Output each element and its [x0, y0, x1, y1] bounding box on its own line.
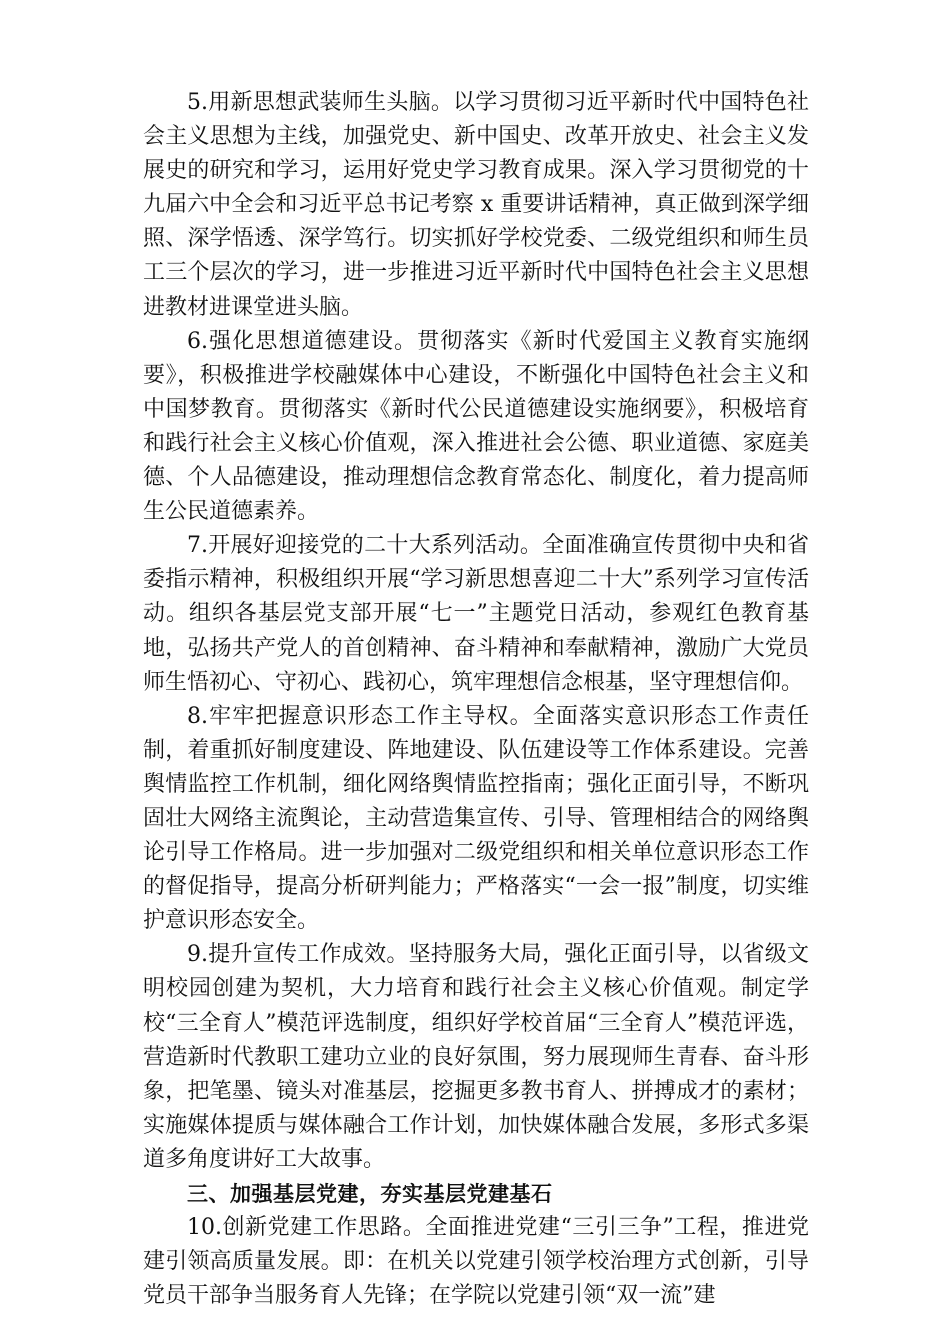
paragraph-10: 10.创新党建工作思路。全面推进党建“三引三争”工程，推进党建引领高质量发展。即：在机关以党建引领学校治理方式创新，引导党员干部争当服务育人先锋；在学院以党建引领“双一流”建: [143, 1215, 809, 1309]
section-heading-3: 三、加强基层党建，夯实基层党建基石: [187, 1182, 553, 1206]
paragraph-6: 6.强化思想道德建设。贯彻落实《新时代爱国主义教育实施纲要》，积极推进学校融媒体中心建设，不断强化中国特色社会主义和中国梦教育。贯彻落实《新时代公民道德建设实施纲要》，积极培育和践行社会主义核心价值观，深入推进社会公德、职业道德、家庭美德、个人品德建设，推动理想信念教育常态化、制度化，着力提高师生公民道德素养。: [143, 328, 809, 525]
paragraph-9: 9.提升宣传工作成效。坚持服务大局，强化正面引导，以省级文明校园创建为契机，大力培育和践行社会主义核心价值观。制定学校“三全育人”模范评选制度，组织好学校首届“三全育人”模范评选，营造新时代教职工建功立业的良好氛围，努力展现师生青春、奋斗形象，把笔墨、镜头对准基层，挖掘更多教书育人、拼搏成才的素材；实施媒体提质与媒体融合工作计划，加快媒体融合发展，多形式多渠道多角度讲好工大故事。: [143, 942, 809, 1172]
paragraph-5: 5.用新思想武装师生头脑。以学习贯彻习近平新时代中国特色社会主义思想为主线，加强党史、新中国史、改革开放史、社会主义发展史的研究和学习，运用好党史学习教育成果。深入学习贯彻党的十九届六中全会和习近平总书记考察 x 重要讲话精神，真正做到深学细照、深学悟透、深学笃行。切实抓好学校党委、二级党组织和师生员工三个层次的学习，进一步推进习近平新时代中国特色社会主义思想进教材进课堂进头脑。: [143, 90, 809, 320]
document-page: [143, 86, 809, 1313]
paragraph-8: 8.牢牢把握意识形态工作主导权。全面落实意识形态工作责任制，着重抓好制度建设、阵地建设、队伍建设等工作体系建设。完善舆情监控工作机制，细化网络舆情监控指南；强化正面引导，不断巩固壮大网络主流舆论，主动营造集宣传、引导、管理相结合的网络舆论引导工作格局。进一步加强对二级党组织和相关单位意识形态工作的督促指导，提高分析研判能力；严格落实“一会一报”制度，切实维护意识形态安全。: [143, 703, 809, 934]
paragraph-7: 7.开展好迎接党的二十大系列活动。全面准确宣传贯彻中央和省委指示精神，积极组织开展“学习新思想喜迎二十大”系列学习宣传活动。组织各基层党支部开展“七一”主题党日活动，参观红色教育基地，弘扬共产党人的首创精神、奋斗精神和奉献精神，激励广大党员师生悟初心、守初心、践初心，筑牢理想信念根基，坚守理想信仰。: [143, 533, 809, 695]
